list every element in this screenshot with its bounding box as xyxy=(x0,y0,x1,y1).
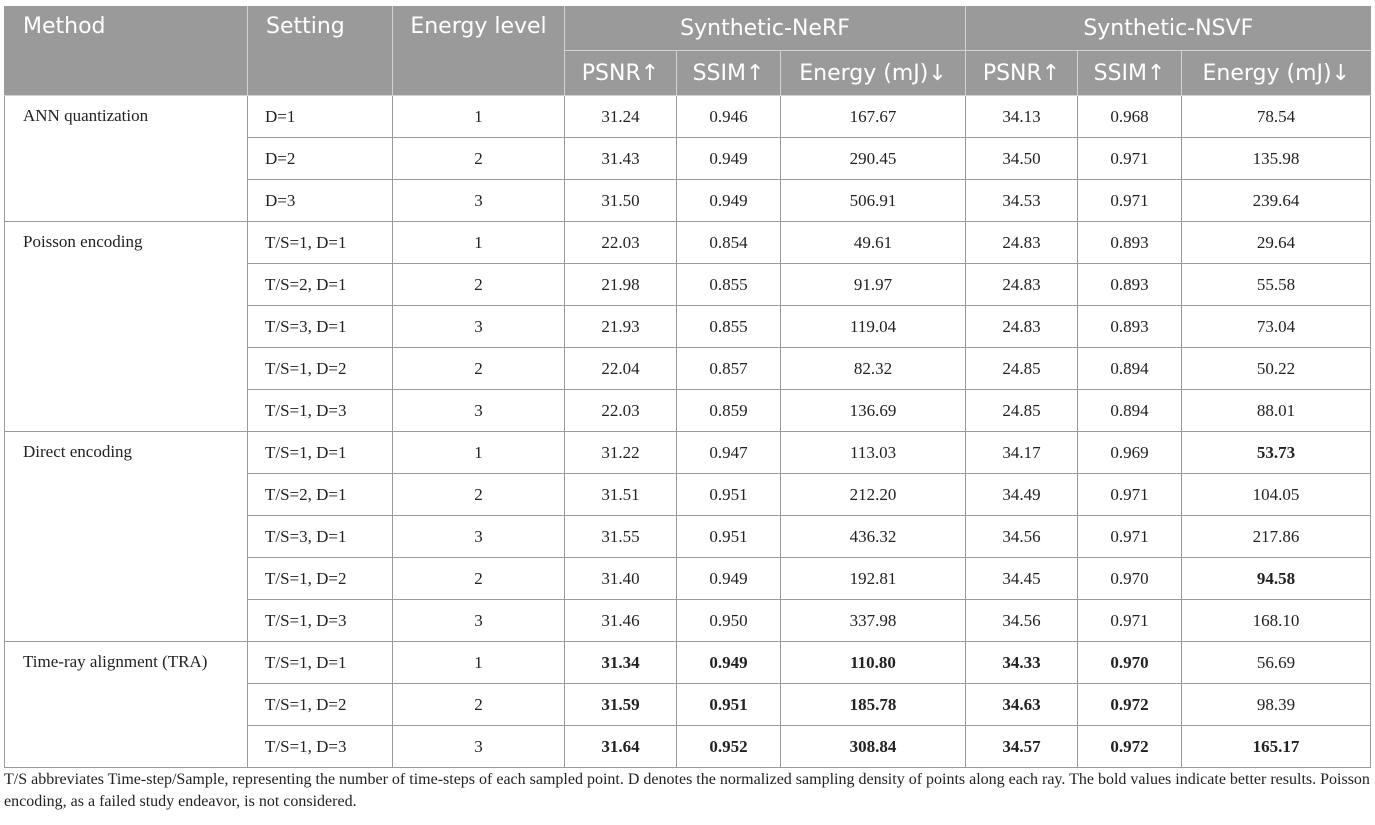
nerf-energy-cell: 91.97 xyxy=(781,264,966,306)
nsvf-ssim-cell: 0.971 xyxy=(1078,180,1182,222)
energy-level-cell: 2 xyxy=(393,684,565,726)
setting-cell: T/S=1, D=3 xyxy=(248,390,393,432)
nsvf-psnr-cell: 24.83 xyxy=(966,222,1078,264)
nerf-ssim-cell: 0.949 xyxy=(677,180,781,222)
nsvf-psnr-cell: 34.50 xyxy=(966,138,1078,180)
setting-cell: T/S=3, D=1 xyxy=(248,516,393,558)
nsvf-energy-cell: 29.64 xyxy=(1182,222,1371,264)
nerf-energy-cell: 506.91 xyxy=(781,180,966,222)
energy-level-cell: 3 xyxy=(393,600,565,642)
nsvf-psnr-cell: 34.17 xyxy=(966,432,1078,474)
nerf-ssim-cell: 0.950 xyxy=(677,600,781,642)
nsvf-energy-cell: 168.10 xyxy=(1182,600,1371,642)
nerf-energy-cell: 212.20 xyxy=(781,474,966,516)
nerf-ssim-cell: 0.859 xyxy=(677,390,781,432)
nsvf-psnr-cell: 24.85 xyxy=(966,348,1078,390)
setting-cell: T/S=1, D=2 xyxy=(248,558,393,600)
results-table xyxy=(4,6,1371,768)
table-row xyxy=(5,222,1371,264)
nsvf-ssim-cell: 0.893 xyxy=(1078,222,1182,264)
nerf-psnr-cell: 31.34 xyxy=(565,642,677,684)
nsvf-energy-cell: 104.05 xyxy=(1182,474,1371,516)
nerf-ssim-cell: 0.949 xyxy=(677,642,781,684)
nsvf-ssim-cell: 0.968 xyxy=(1078,96,1182,138)
nsvf-energy-cell: 88.01 xyxy=(1182,390,1371,432)
nerf-energy-cell: 49.61 xyxy=(781,222,966,264)
nerf-psnr-cell: 31.64 xyxy=(565,726,677,768)
setting-cell: D=2 xyxy=(248,138,393,180)
energy-level-cell: 1 xyxy=(393,642,565,684)
table-row xyxy=(5,642,1371,684)
nerf-ssim-cell: 0.855 xyxy=(677,306,781,348)
nerf-energy-cell: 136.69 xyxy=(781,390,966,432)
nsvf-psnr-cell: 24.83 xyxy=(966,306,1078,348)
energy-level-cell: 2 xyxy=(393,264,565,306)
energy-level-cell: 1 xyxy=(393,222,565,264)
setting-cell: T/S=2, D=1 xyxy=(248,264,393,306)
nsvf-psnr-cell: 34.53 xyxy=(966,180,1078,222)
nsvf-ssim-cell: 0.894 xyxy=(1078,390,1182,432)
nsvf-ssim-cell: 0.972 xyxy=(1078,684,1182,726)
nerf-energy-cell: 290.45 xyxy=(781,138,966,180)
energy-level-cell: 3 xyxy=(393,516,565,558)
energy-level-cell: 1 xyxy=(393,432,565,474)
table-row xyxy=(5,432,1371,474)
energy-level-cell: 2 xyxy=(393,558,565,600)
header-nsvf-ssim: SSIM↑ xyxy=(1078,51,1182,96)
nsvf-ssim-cell: 0.970 xyxy=(1078,642,1182,684)
method-cell: Time-ray alignment (TRA) xyxy=(5,642,248,768)
setting-cell: T/S=1, D=2 xyxy=(248,348,393,390)
nsvf-psnr-cell: 34.33 xyxy=(966,642,1078,684)
method-cell: Direct encoding xyxy=(5,432,248,642)
nerf-psnr-cell: 22.04 xyxy=(565,348,677,390)
nsvf-psnr-cell: 34.49 xyxy=(966,474,1078,516)
nerf-psnr-cell: 21.93 xyxy=(565,306,677,348)
nsvf-ssim-cell: 0.971 xyxy=(1078,516,1182,558)
nerf-psnr-cell: 31.46 xyxy=(565,600,677,642)
nerf-psnr-cell: 31.55 xyxy=(565,516,677,558)
energy-level-cell: 2 xyxy=(393,348,565,390)
nerf-energy-cell: 110.80 xyxy=(781,642,966,684)
method-cell: ANN quantization xyxy=(5,96,248,222)
nerf-energy-cell: 113.03 xyxy=(781,432,966,474)
nsvf-energy-cell: 53.73 xyxy=(1182,432,1371,474)
setting-cell: T/S=1, D=2 xyxy=(248,684,393,726)
nsvf-ssim-cell: 0.894 xyxy=(1078,348,1182,390)
nsvf-psnr-cell: 34.63 xyxy=(966,684,1078,726)
table-row xyxy=(5,96,1371,138)
nerf-ssim-cell: 0.855 xyxy=(677,264,781,306)
nsvf-ssim-cell: 0.893 xyxy=(1078,306,1182,348)
setting-cell: T/S=3, D=1 xyxy=(248,306,393,348)
header-nsvf-energy: Energy (mJ)↓ xyxy=(1182,51,1371,96)
nerf-psnr-cell: 31.22 xyxy=(565,432,677,474)
header-nerf-ssim: SSIM↑ xyxy=(677,51,781,96)
nerf-energy-cell: 308.84 xyxy=(781,726,966,768)
nsvf-energy-cell: 98.39 xyxy=(1182,684,1371,726)
nsvf-ssim-cell: 0.972 xyxy=(1078,726,1182,768)
nsvf-ssim-cell: 0.893 xyxy=(1078,264,1182,306)
nsvf-psnr-cell: 34.45 xyxy=(966,558,1078,600)
setting-cell: D=1 xyxy=(248,96,393,138)
nerf-ssim-cell: 0.946 xyxy=(677,96,781,138)
nsvf-psnr-cell: 34.57 xyxy=(966,726,1078,768)
header-nsvf-psnr: PSNR↑ xyxy=(966,51,1078,96)
nsvf-psnr-cell: 24.85 xyxy=(966,390,1078,432)
setting-cell: T/S=2, D=1 xyxy=(248,474,393,516)
nerf-psnr-cell: 22.03 xyxy=(565,390,677,432)
header-setting: Setting xyxy=(248,6,393,96)
nerf-ssim-cell: 0.854 xyxy=(677,222,781,264)
header-synthetic-nsvf: Synthetic-NSVF xyxy=(966,6,1371,51)
nerf-energy-cell: 337.98 xyxy=(781,600,966,642)
setting-cell: T/S=1, D=1 xyxy=(248,222,393,264)
nerf-ssim-cell: 0.949 xyxy=(677,138,781,180)
nerf-psnr-cell: 21.98 xyxy=(565,264,677,306)
table-body xyxy=(5,96,1371,768)
nsvf-energy-cell: 94.58 xyxy=(1182,558,1371,600)
energy-level-cell: 3 xyxy=(393,180,565,222)
nsvf-ssim-cell: 0.971 xyxy=(1078,474,1182,516)
energy-level-cell: 3 xyxy=(393,306,565,348)
nsvf-psnr-cell: 24.83 xyxy=(966,264,1078,306)
nsvf-ssim-cell: 0.971 xyxy=(1078,600,1182,642)
header-nerf-psnr: PSNR↑ xyxy=(565,51,677,96)
nsvf-ssim-cell: 0.971 xyxy=(1078,138,1182,180)
energy-level-cell: 3 xyxy=(393,390,565,432)
nerf-psnr-cell: 31.50 xyxy=(565,180,677,222)
nsvf-psnr-cell: 34.56 xyxy=(966,516,1078,558)
nsvf-energy-cell: 217.86 xyxy=(1182,516,1371,558)
nsvf-energy-cell: 50.22 xyxy=(1182,348,1371,390)
nerf-ssim-cell: 0.857 xyxy=(677,348,781,390)
nerf-energy-cell: 185.78 xyxy=(781,684,966,726)
energy-level-cell: 2 xyxy=(393,474,565,516)
nsvf-psnr-cell: 34.56 xyxy=(966,600,1078,642)
setting-cell: T/S=1, D=1 xyxy=(248,432,393,474)
setting-cell: T/S=1, D=3 xyxy=(248,600,393,642)
nerf-psnr-cell: 22.03 xyxy=(565,222,677,264)
nerf-ssim-cell: 0.951 xyxy=(677,474,781,516)
nsvf-energy-cell: 78.54 xyxy=(1182,96,1371,138)
header-synthetic-nerf: Synthetic-NeRF xyxy=(565,6,966,51)
energy-level-cell: 1 xyxy=(393,96,565,138)
nerf-psnr-cell: 31.51 xyxy=(565,474,677,516)
nerf-psnr-cell: 31.40 xyxy=(565,558,677,600)
nerf-ssim-cell: 0.951 xyxy=(677,516,781,558)
method-cell: Poisson encoding xyxy=(5,222,248,432)
nerf-ssim-cell: 0.949 xyxy=(677,558,781,600)
nsvf-psnr-cell: 34.13 xyxy=(966,96,1078,138)
setting-cell: D=3 xyxy=(248,180,393,222)
nerf-energy-cell: 119.04 xyxy=(781,306,966,348)
setting-cell: T/S=1, D=1 xyxy=(248,642,393,684)
nerf-energy-cell: 436.32 xyxy=(781,516,966,558)
setting-cell: T/S=1, D=3 xyxy=(248,726,393,768)
nerf-energy-cell: 167.67 xyxy=(781,96,966,138)
energy-level-cell: 2 xyxy=(393,138,565,180)
nerf-psnr-cell: 31.24 xyxy=(565,96,677,138)
table-footnote: T/S abbreviates Time-step/Sample, representing the number of time-steps of each sampled point. D denotes the normalized sampling density of points along each ray. The bold values indicate better results. Poisson encoding, as a failed study endeavor, is not considered. xyxy=(4,771,1370,810)
nerf-psnr-cell: 31.43 xyxy=(565,138,677,180)
nsvf-ssim-cell: 0.969 xyxy=(1078,432,1182,474)
header-method: Method xyxy=(5,6,248,96)
nsvf-energy-cell: 55.58 xyxy=(1182,264,1371,306)
nsvf-energy-cell: 73.04 xyxy=(1182,306,1371,348)
energy-level-cell: 3 xyxy=(393,726,565,768)
results-table-container xyxy=(4,6,1370,768)
nsvf-energy-cell: 239.64 xyxy=(1182,180,1371,222)
nerf-ssim-cell: 0.952 xyxy=(677,726,781,768)
nsvf-energy-cell: 56.69 xyxy=(1182,642,1371,684)
header-energy-level: Energy level xyxy=(393,6,565,96)
nerf-energy-cell: 192.81 xyxy=(781,558,966,600)
nerf-ssim-cell: 0.947 xyxy=(677,432,781,474)
nsvf-energy-cell: 135.98 xyxy=(1182,138,1371,180)
nerf-psnr-cell: 31.59 xyxy=(565,684,677,726)
nsvf-ssim-cell: 0.970 xyxy=(1078,558,1182,600)
nerf-ssim-cell: 0.951 xyxy=(677,684,781,726)
header-nerf-energy: Energy (mJ)↓ xyxy=(781,51,966,96)
nsvf-energy-cell: 165.17 xyxy=(1182,726,1371,768)
nerf-energy-cell: 82.32 xyxy=(781,348,966,390)
